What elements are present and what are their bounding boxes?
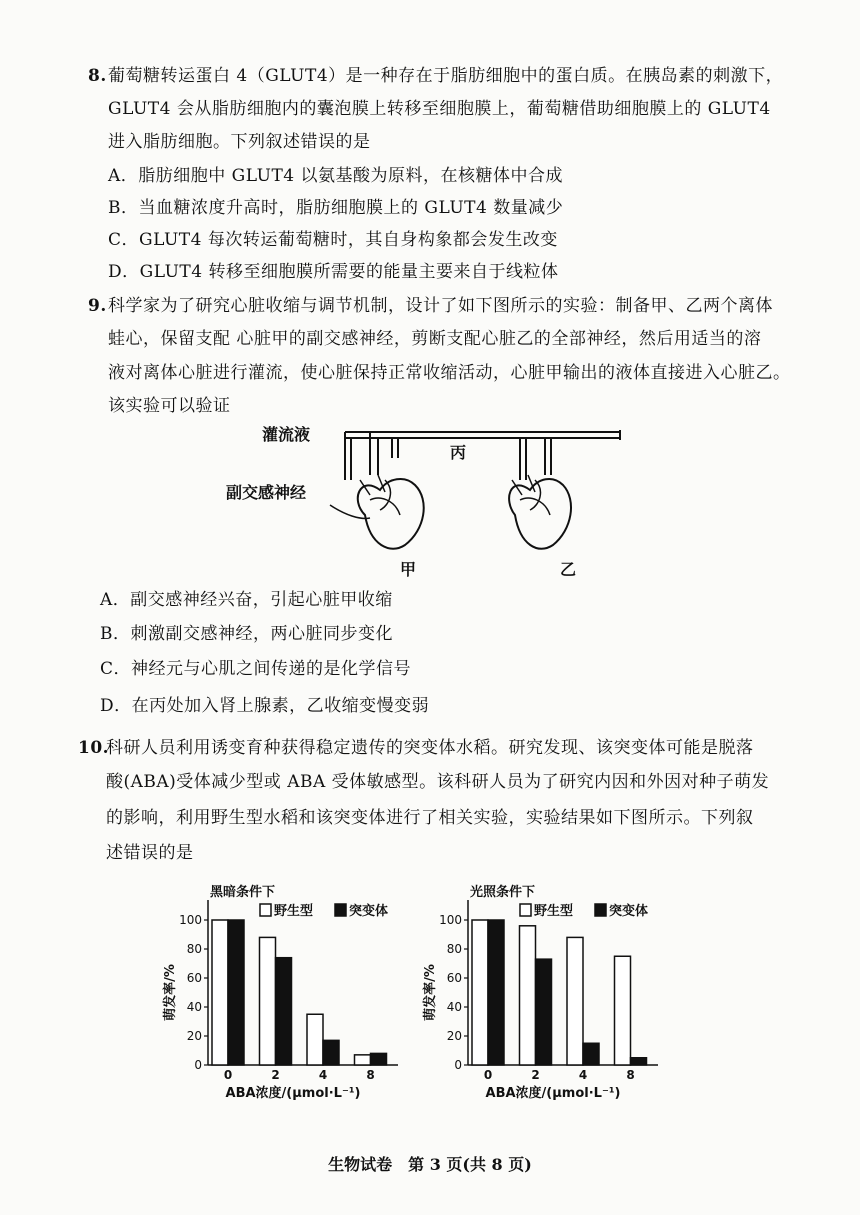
- perfusion-tube: [345, 430, 620, 440]
- label-bing: 丙: [450, 443, 467, 462]
- y-tick-label: 20: [446, 1029, 462, 1043]
- bar-mutant: [631, 1058, 647, 1065]
- label-yi: 乙: [560, 560, 577, 579]
- q8-stem-line-2: GLUT4 会从脂肪细胞内的囊泡膜上转移至细胞膜上，葡萄糖借助细胞膜上的 GLUT4: [108, 99, 771, 119]
- q9-stem-line-4: 该实验可以验证: [108, 396, 231, 416]
- y-tick-label: 80: [446, 942, 462, 956]
- chart-title: 光照条件下: [470, 885, 536, 900]
- q8-stem-line-3: 进入脂肪细胞。下列叙述错误的是: [108, 132, 371, 152]
- bar-mutant: [488, 920, 504, 1065]
- q8-option-c: C．GLUT4 每次转运葡萄糖时，其自身构象都会发生改变: [108, 230, 558, 250]
- x-axis-label: ABA浓度/(μmol·L⁻¹): [225, 1086, 361, 1101]
- x-tick-label: 4: [578, 1068, 588, 1082]
- label-jia: 甲: [400, 560, 417, 579]
- y-axis-label: 萌发率/%: [423, 964, 438, 1021]
- q10-stem-line-2: 酸(ABA)受体减少型或 ABA 受体敏感型。该科研人员为了研究内因和外因对种子萌发: [106, 772, 770, 792]
- y-tick-label: 100: [439, 913, 462, 927]
- legend-swatch: [260, 904, 271, 916]
- bar-mutant: [536, 959, 552, 1065]
- legend-label: 突变体: [349, 904, 389, 919]
- x-tick-label: 8: [366, 1068, 375, 1082]
- q9-option-a: A．副交感神经兴奋，引起心脏甲收缩: [100, 590, 393, 610]
- x-tick-label: 0: [483, 1068, 493, 1082]
- bar-wild-type: [567, 937, 583, 1065]
- y-tick-label: 20: [186, 1029, 202, 1043]
- bar-wild-type: [520, 926, 536, 1065]
- x-tick-label: 2: [271, 1068, 280, 1082]
- legend-swatch: [520, 904, 531, 916]
- q10-stem-line-3: 的影响，利用野生型水稻和该突变体进行了相关实验，实验结果如下图所示。下列叙: [106, 808, 754, 828]
- q9-stem-line-1: 科学家为了研究心脏收缩与调节机制，设计了如下图所示的实验：制备甲、乙两个离体: [108, 296, 773, 316]
- chart-title: 黑暗条件下: [210, 885, 276, 900]
- q10-number: 10.: [78, 738, 110, 758]
- bar-mutant: [371, 1053, 387, 1065]
- connect-pipe-2: [520, 438, 526, 480]
- q9-option-c: C．神经元与心肌之间传递的是化学信号: [100, 659, 412, 679]
- y-tick-label: 60: [186, 971, 202, 985]
- label-nerve: 副交感神经: [226, 483, 307, 502]
- y-tick-label: 0: [454, 1058, 462, 1072]
- bar-mutant: [323, 1040, 339, 1065]
- bar-wild-type: [615, 956, 631, 1065]
- bar-mutant: [583, 1043, 599, 1065]
- label-perfusion: 灌流液: [262, 425, 311, 444]
- q9-stem-line-3: 液对离体心脏进行灌流，使心脏保持正常收缩活动，心脏甲输出的液体直接进入心脏乙。: [108, 363, 791, 383]
- q9-option-d: D．在丙处加入肾上腺素，乙收缩变慢变弱: [100, 696, 430, 716]
- chart-dark: [160, 880, 420, 1105]
- y-tick-label: 40: [186, 1000, 202, 1014]
- connect-pipe: [392, 438, 398, 458]
- q8-option-b: B．当血糖浓度升高时，脂肪细胞膜上的 GLUT4 数量减少: [108, 198, 564, 218]
- x-tick-label: 0: [223, 1068, 233, 1082]
- heart-experiment-diagram: [220, 420, 640, 585]
- bar-mutant: [228, 920, 244, 1065]
- legend-label: 野生型: [534, 904, 574, 919]
- y-tick-label: 40: [446, 1000, 462, 1014]
- bar-wild-type: [212, 920, 228, 1065]
- legend-label: 野生型: [274, 904, 314, 919]
- y-tick-label: 0: [194, 1058, 202, 1072]
- y-tick-label: 100: [179, 913, 202, 927]
- x-tick-label: 2: [531, 1068, 540, 1082]
- q9-number: 9.: [88, 296, 107, 316]
- q8-option-a: A．脂肪细胞中 GLUT4 以氨基酸为原料，在核糖体中合成: [108, 166, 564, 186]
- q9-option-b: B．刺激副交感神经，两心脏同步变化: [100, 624, 393, 644]
- bar-wild-type: [307, 1014, 323, 1065]
- y-tick-label: 80: [186, 942, 202, 956]
- legend-swatch: [595, 904, 606, 916]
- bar-wild-type: [355, 1055, 371, 1065]
- inlet-pipe-jia-2: [345, 432, 351, 480]
- parasympathetic-nerve: [330, 505, 370, 518]
- page-footer: 生物试卷 第 3 页(共 8 页): [328, 1155, 532, 1174]
- chart-light: [420, 880, 680, 1105]
- y-axis-label: 萌发率/%: [163, 964, 178, 1021]
- y-tick-label: 60: [446, 971, 462, 985]
- q9-stem-line-2: 蛙心，保留支配 心脏甲的副交感神经，剪断支配心脏乙的全部神经，然后用适当的溶: [108, 329, 762, 349]
- x-tick-label: 8: [626, 1068, 635, 1082]
- legend-label: 突变体: [609, 904, 649, 919]
- q10-stem-line-4: 述错误的是: [106, 843, 194, 863]
- q8-option-d: D．GLUT4 转移至细胞膜所需要的能量主要来自于线粒体: [108, 262, 559, 282]
- x-axis-label: ABA浓度/(μmol·L⁻¹): [485, 1086, 621, 1101]
- bar-wild-type: [472, 920, 488, 1065]
- x-tick-label: 4: [318, 1068, 328, 1082]
- q10-stem-line-1: 科研人员利用诱变育种获得稳定遗传的突变体水稻。研究发现、该突变体可能是脱落: [106, 738, 754, 758]
- q8-number: 8.: [88, 66, 107, 86]
- connect-pipe-3: [545, 438, 551, 475]
- q8-stem-line-1: 葡萄糖转运蛋白 4（GLUT4）是一种存在于脂肪细胞中的蛋白质。在胰岛素的刺激下，: [108, 66, 784, 86]
- bar-mutant: [276, 958, 292, 1065]
- bar-wild-type: [260, 937, 276, 1065]
- legend-swatch: [335, 904, 346, 916]
